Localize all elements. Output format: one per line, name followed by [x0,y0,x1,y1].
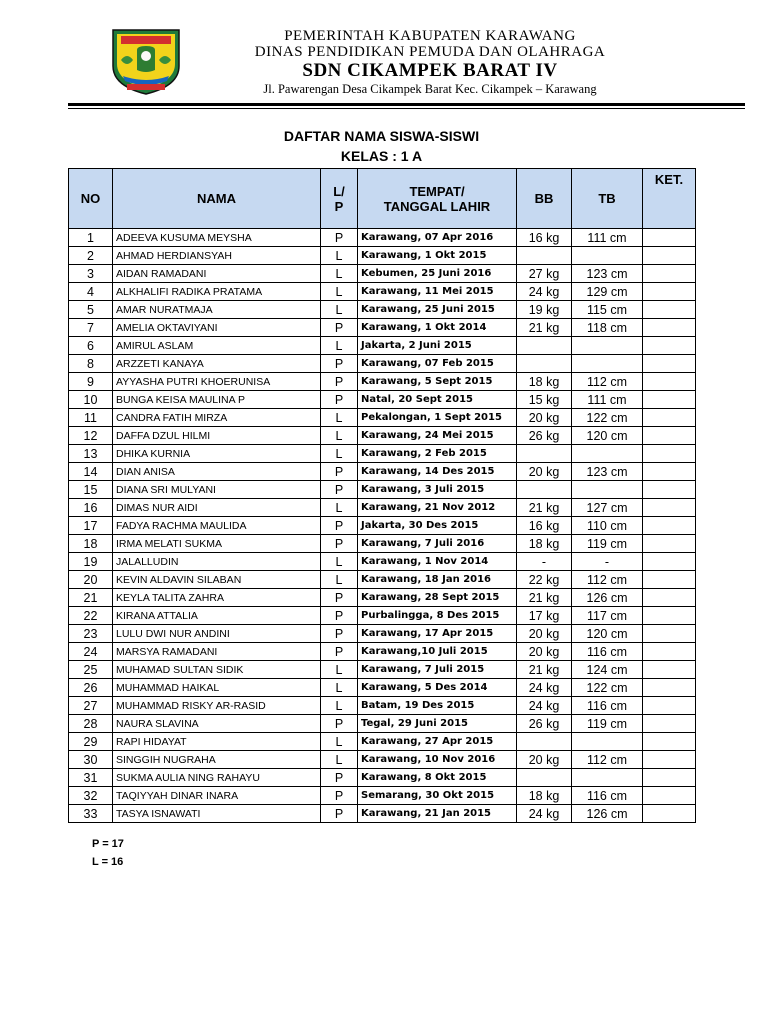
cell-lp: P [321,481,358,499]
col-header-lp [321,169,358,229]
table-row [69,229,696,247]
table-row [69,607,696,625]
cell-ttl: Karawang, 3 Juli 2015 [358,481,517,499]
cell-ket [643,571,696,589]
cell-nama: TASYA ISNAWATI [113,805,321,823]
table-row [69,499,696,517]
cell-lp: L [321,679,358,697]
cell-tb: - [572,553,643,571]
cell-no: 23 [69,625,113,643]
cell-no: 25 [69,661,113,679]
cell-no: 29 [69,733,113,751]
cell-lp: L [321,553,358,571]
cell-no: 26 [69,679,113,697]
cell-tb [572,247,643,265]
cell-bb: 20 kg [517,625,572,643]
cell-lp: L [321,733,358,751]
cell-no: 31 [69,769,113,787]
cell-lp: L [321,301,358,319]
cell-ket [643,715,696,733]
karawang-regency-emblem-icon [107,26,185,96]
cell-ket [643,409,696,427]
cell-lp: P [321,625,358,643]
col-header-ttl [358,169,517,229]
cell-bb: 27 kg [517,265,572,283]
cell-ttl: Karawang, 17 Apr 2015 [358,625,517,643]
cell-nama: MUHAMAD SULTAN SIDIK [113,661,321,679]
cell-lp: L [321,445,358,463]
cell-bb: 18 kg [517,787,572,805]
cell-lp: L [321,283,358,301]
cell-ket [643,589,696,607]
cell-lp: P [321,643,358,661]
header-divider-thick [68,103,745,106]
cell-bb: 21 kg [517,319,572,337]
cell-tb: 124 cm [572,661,643,679]
cell-ttl: Karawang, 5 Des 2014 [358,679,517,697]
table-row [69,625,696,643]
cell-nama: JALALLUDIN [113,553,321,571]
cell-lp: L [321,697,358,715]
letterhead-text [200,28,660,96]
cell-ttl: Jakarta, 30 Des 2015 [358,517,517,535]
cell-nama: ALKHALIFI RADIKA PRATAMA [113,283,321,301]
cell-lp: P [321,463,358,481]
cell-nama: MUHAMMAD HAIKAL [113,679,321,697]
cell-nama: ADEEVA KUSUMA MEYSHA [113,229,321,247]
table-row [69,769,696,787]
table-row [69,355,696,373]
cell-no: 12 [69,427,113,445]
cell-ket [643,787,696,805]
cell-lp: P [321,769,358,787]
cell-nama: SUKMA AULIA NING RAHAYU [113,769,321,787]
cell-tb [572,355,643,373]
cell-no: 18 [69,535,113,553]
cell-ttl: Karawang, 07 Feb 2015 [358,355,517,373]
cell-tb: 127 cm [572,499,643,517]
cell-ttl: Karawang, 21 Nov 2012 [358,499,517,517]
cell-bb: 17 kg [517,607,572,625]
cell-nama: AMELIA OKTAVIYANI [113,319,321,337]
cell-tb: 117 cm [572,607,643,625]
cell-bb: 24 kg [517,805,572,823]
cell-bb [517,337,572,355]
cell-no: 19 [69,553,113,571]
cell-ket [643,247,696,265]
cell-ket [643,283,696,301]
cell-lp: L [321,247,358,265]
cell-no: 14 [69,463,113,481]
cell-no: 15 [69,481,113,499]
cell-ket [643,355,696,373]
cell-lp: L [321,571,358,589]
cell-no: 33 [69,805,113,823]
col-header-lp-line1: L/ [333,183,345,199]
cell-tb: 122 cm [572,679,643,697]
cell-ttl: Karawang, 27 Apr 2015 [358,733,517,751]
cell-lp: P [321,355,358,373]
cell-ket [643,499,696,517]
cell-ket [643,427,696,445]
cell-lp: L [321,751,358,769]
cell-bb: 15 kg [517,391,572,409]
table-row [69,319,696,337]
female-count: P = 17 [92,838,124,850]
table-row [69,751,696,769]
cell-nama: KIRANA ATTALIA [113,607,321,625]
cell-ket [643,373,696,391]
cell-ttl: Karawang, 2 Feb 2015 [358,445,517,463]
document-title: DAFTAR NAMA SISWA-SISWI [283,128,480,144]
table-row [69,805,696,823]
cell-ttl: Karawang, 1 Nov 2014 [358,553,517,571]
cell-ket [643,769,696,787]
table-row [69,697,696,715]
table-row [69,661,696,679]
cell-lp: L [321,427,358,445]
cell-no: 3 [69,265,113,283]
cell-ttl: Karawang, 07 Apr 2016 [358,229,517,247]
cell-ttl: Karawang,10 Juli 2015 [358,643,517,661]
cell-bb: 20 kg [517,463,572,481]
cell-tb: 111 cm [572,391,643,409]
cell-ttl: Karawang, 7 Juli 2015 [358,661,517,679]
table-row [69,463,696,481]
cell-bb: 24 kg [517,679,572,697]
cell-no: 8 [69,355,113,373]
cell-lp: L [321,337,358,355]
cell-nama: TAQIYYAH DINAR INARA [113,787,321,805]
table-row [69,301,696,319]
cell-ket [643,733,696,751]
cell-no: 9 [69,373,113,391]
cell-no: 6 [69,337,113,355]
cell-bb [517,769,572,787]
cell-lp: P [321,805,358,823]
cell-nama: AYYASHA PUTRI KHOERUNISA [113,373,321,391]
letterhead [0,0,768,106]
cell-ket [643,445,696,463]
col-header-no: NO [69,169,113,229]
cell-lp: P [321,229,358,247]
cell-bb: 26 kg [517,715,572,733]
cell-ttl: Semarang, 30 Okt 2015 [358,787,517,805]
cell-bb: 24 kg [517,283,572,301]
table-row [69,733,696,751]
cell-nama: DAFFA DZUL HILMI [113,427,321,445]
cell-ttl: Batam, 19 Des 2015 [358,697,517,715]
header-divider-thin [68,108,745,109]
table-row [69,643,696,661]
cell-ttl: Karawang, 5 Sept 2015 [358,373,517,391]
cell-nama: DIMAS NUR AIDI [113,499,321,517]
cell-ket [643,805,696,823]
cell-no: 32 [69,787,113,805]
cell-no: 24 [69,643,113,661]
cell-ket [643,679,696,697]
table-row [69,283,696,301]
cell-ket [643,697,696,715]
cell-tb: 116 cm [572,643,643,661]
cell-lp: L [321,661,358,679]
cell-ttl: Purbalingga, 8 Des 2015 [358,607,517,625]
cell-no: 28 [69,715,113,733]
cell-no: 11 [69,409,113,427]
cell-tb: 119 cm [572,535,643,553]
cell-ket [643,607,696,625]
cell-nama: AMAR NURATMAJA [113,301,321,319]
cell-ket [643,517,696,535]
col-header-bb: BB [517,169,572,229]
table-row [69,481,696,499]
cell-ket [643,481,696,499]
cell-tb: 116 cm [572,697,643,715]
cell-no: 5 [69,301,113,319]
cell-ttl: Karawang, 1 Okt 2015 [358,247,517,265]
cell-lp: P [321,787,358,805]
table-row [69,589,696,607]
cell-nama: CANDRA FATIH MIRZA [113,409,321,427]
cell-nama: FADYA RACHMA MAULIDA [113,517,321,535]
cell-tb: 115 cm [572,301,643,319]
cell-tb: 122 cm [572,409,643,427]
cell-tb: 123 cm [572,463,643,481]
cell-tb [572,481,643,499]
cell-lp: P [321,715,358,733]
cell-tb [572,445,643,463]
cell-bb: 26 kg [517,427,572,445]
cell-nama: MARSYA RAMADANI [113,643,321,661]
col-header-ttl-line1: TEMPAT/ [409,183,465,199]
cell-tb: 112 cm [572,373,643,391]
cell-ttl: Karawang, 10 Nov 2016 [358,751,517,769]
cell-tb: 123 cm [572,265,643,283]
cell-lp: L [321,265,358,283]
cell-ttl: Karawang, 11 Mei 2015 [358,283,517,301]
cell-lp: P [321,373,358,391]
cell-tb: 112 cm [572,571,643,589]
cell-nama: DIANA SRI MULYANI [113,481,321,499]
cell-tb: 116 cm [572,787,643,805]
cell-ket [643,661,696,679]
cell-bb: 20 kg [517,643,572,661]
cell-ket [643,319,696,337]
cell-ttl: Karawang, 14 Des 2015 [358,463,517,481]
cell-tb: 111 cm [572,229,643,247]
cell-no: 10 [69,391,113,409]
cell-nama: KEVIN ALDAVIN SILABAN [113,571,321,589]
cell-ket [643,535,696,553]
cell-no: 21 [69,589,113,607]
cell-ttl: Karawang, 18 Jan 2016 [358,571,517,589]
cell-nama: AMIRUL ASLAM [113,337,321,355]
col-header-ttl-line2: TANGGAL LAHIR [383,198,491,214]
cell-nama: RAPI HIDAYAT [113,733,321,751]
cell-bb [517,733,572,751]
table-row [69,787,696,805]
cell-no: 16 [69,499,113,517]
cell-lp: P [321,319,358,337]
cell-lp: P [321,589,358,607]
cell-bb: 16 kg [517,229,572,247]
col-header-lp-line2: P [334,198,344,214]
cell-ket [643,463,696,481]
cell-ttl: Karawang, 28 Sept 2015 [358,589,517,607]
student-table [68,168,696,823]
table-header-row [69,169,696,229]
cell-no: 7 [69,319,113,337]
cell-bb: 24 kg [517,697,572,715]
cell-no: 17 [69,517,113,535]
cell-ttl: Karawang, 24 Mei 2015 [358,427,517,445]
table-row [69,517,696,535]
cell-tb: 120 cm [572,625,643,643]
school-address: Jl. Pawarengan Desa Cikampek Barat Kec. Cikampek – Karawang [263,82,597,96]
cell-ket [643,751,696,769]
table-row [69,553,696,571]
cell-bb: 19 kg [517,301,572,319]
cell-ket [643,625,696,643]
cell-lp: P [321,391,358,409]
cell-tb: 119 cm [572,715,643,733]
cell-bb: 20 kg [517,409,572,427]
col-header-nama: NAMA [113,169,321,229]
cell-bb: 18 kg [517,373,572,391]
table-row [69,265,696,283]
table-row [69,445,696,463]
cell-ttl: Karawang, 25 Juni 2015 [358,301,517,319]
table-row [69,391,696,409]
cell-nama: IRMA MELATI SUKMA [113,535,321,553]
cell-ttl: Karawang, 8 Okt 2015 [358,769,517,787]
cell-bb: - [517,553,572,571]
cell-ttl: Karawang, 1 Okt 2014 [358,319,517,337]
cell-ket [643,301,696,319]
cell-ttl: Karawang, 7 Juli 2016 [358,535,517,553]
cell-no: 20 [69,571,113,589]
cell-bb: 22 kg [517,571,572,589]
table-row [69,571,696,589]
table-row [69,247,696,265]
cell-nama: NAURA SLAVINA [113,715,321,733]
table-row [69,535,696,553]
cell-tb: 129 cm [572,283,643,301]
cell-bb: 18 kg [517,535,572,553]
cell-ket [643,229,696,247]
cell-no: 27 [69,697,113,715]
cell-ttl: Natal, 20 Sept 2015 [358,391,517,409]
cell-no: 1 [69,229,113,247]
cell-ttl: Jakarta, 2 Juni 2015 [358,337,517,355]
cell-ttl: Pekalongan, 1 Sept 2015 [358,409,517,427]
cell-bb: 21 kg [517,661,572,679]
table-row [69,679,696,697]
cell-lp: P [321,535,358,553]
cell-no: 13 [69,445,113,463]
cell-nama: MUHAMMAD RISKY AR-RASID [113,697,321,715]
cell-tb [572,769,643,787]
cell-bb [517,481,572,499]
cell-ttl: Kebumen, 25 Juni 2016 [358,265,517,283]
cell-tb [572,733,643,751]
cell-lp: L [321,499,358,517]
cell-bb: 16 kg [517,517,572,535]
school-name: SDN CIKAMPEK BARAT IV [302,60,558,81]
cell-ket [643,553,696,571]
table-row [69,715,696,733]
table-row [69,427,696,445]
col-header-tb: TB [572,169,643,229]
cell-tb: 126 cm [572,805,643,823]
table-row [69,409,696,427]
cell-tb [572,337,643,355]
cell-tb: 118 cm [572,319,643,337]
cell-no: 4 [69,283,113,301]
cell-nama: ARZZETI KANAYA [113,355,321,373]
cell-tb: 120 cm [572,427,643,445]
cell-ttl: Tegal, 29 Juni 2015 [358,715,517,733]
cell-nama: DHIKA KURNIA [113,445,321,463]
cell-ket [643,391,696,409]
cell-bb: 21 kg [517,499,572,517]
cell-no: 22 [69,607,113,625]
cell-bb [517,355,572,373]
cell-bb [517,247,572,265]
cell-nama: AHMAD HERDIANSYAH [113,247,321,265]
cell-ttl: Karawang, 21 Jan 2015 [358,805,517,823]
table-row [69,337,696,355]
cell-lp: P [321,517,358,535]
cell-nama: AIDAN RAMADANI [113,265,321,283]
cell-ket [643,337,696,355]
cell-bb: 21 kg [517,589,572,607]
cell-ket [643,265,696,283]
class-label: KELAS : 1 A [340,148,423,164]
cell-bb: 20 kg [517,751,572,769]
col-header-ket: KET. [643,169,696,229]
male-count: L = 16 [92,856,124,868]
cell-nama: SINGGIH NUGRAHA [113,751,321,769]
cell-ket [643,643,696,661]
government-name: PEMERINTAH KABUPATEN KARAWANG [284,28,576,44]
cell-tb: 112 cm [572,751,643,769]
table-row [69,373,696,391]
cell-lp: L [321,409,358,427]
cell-tb: 126 cm [572,589,643,607]
cell-nama: BUNGA KEISA MAULINA P [113,391,321,409]
department-name: DINAS PENDIDIKAN PEMUDA DAN OLAHRAGA [254,44,606,60]
cell-nama: DIAN ANISA [113,463,321,481]
cell-nama: KEYLA TALITA ZAHRA [113,589,321,607]
cell-no: 2 [69,247,113,265]
cell-lp: P [321,607,358,625]
cell-bb [517,445,572,463]
cell-no: 30 [69,751,113,769]
cell-nama: LULU DWI NUR ANDINI [113,625,321,643]
cell-tb: 110 cm [572,517,643,535]
